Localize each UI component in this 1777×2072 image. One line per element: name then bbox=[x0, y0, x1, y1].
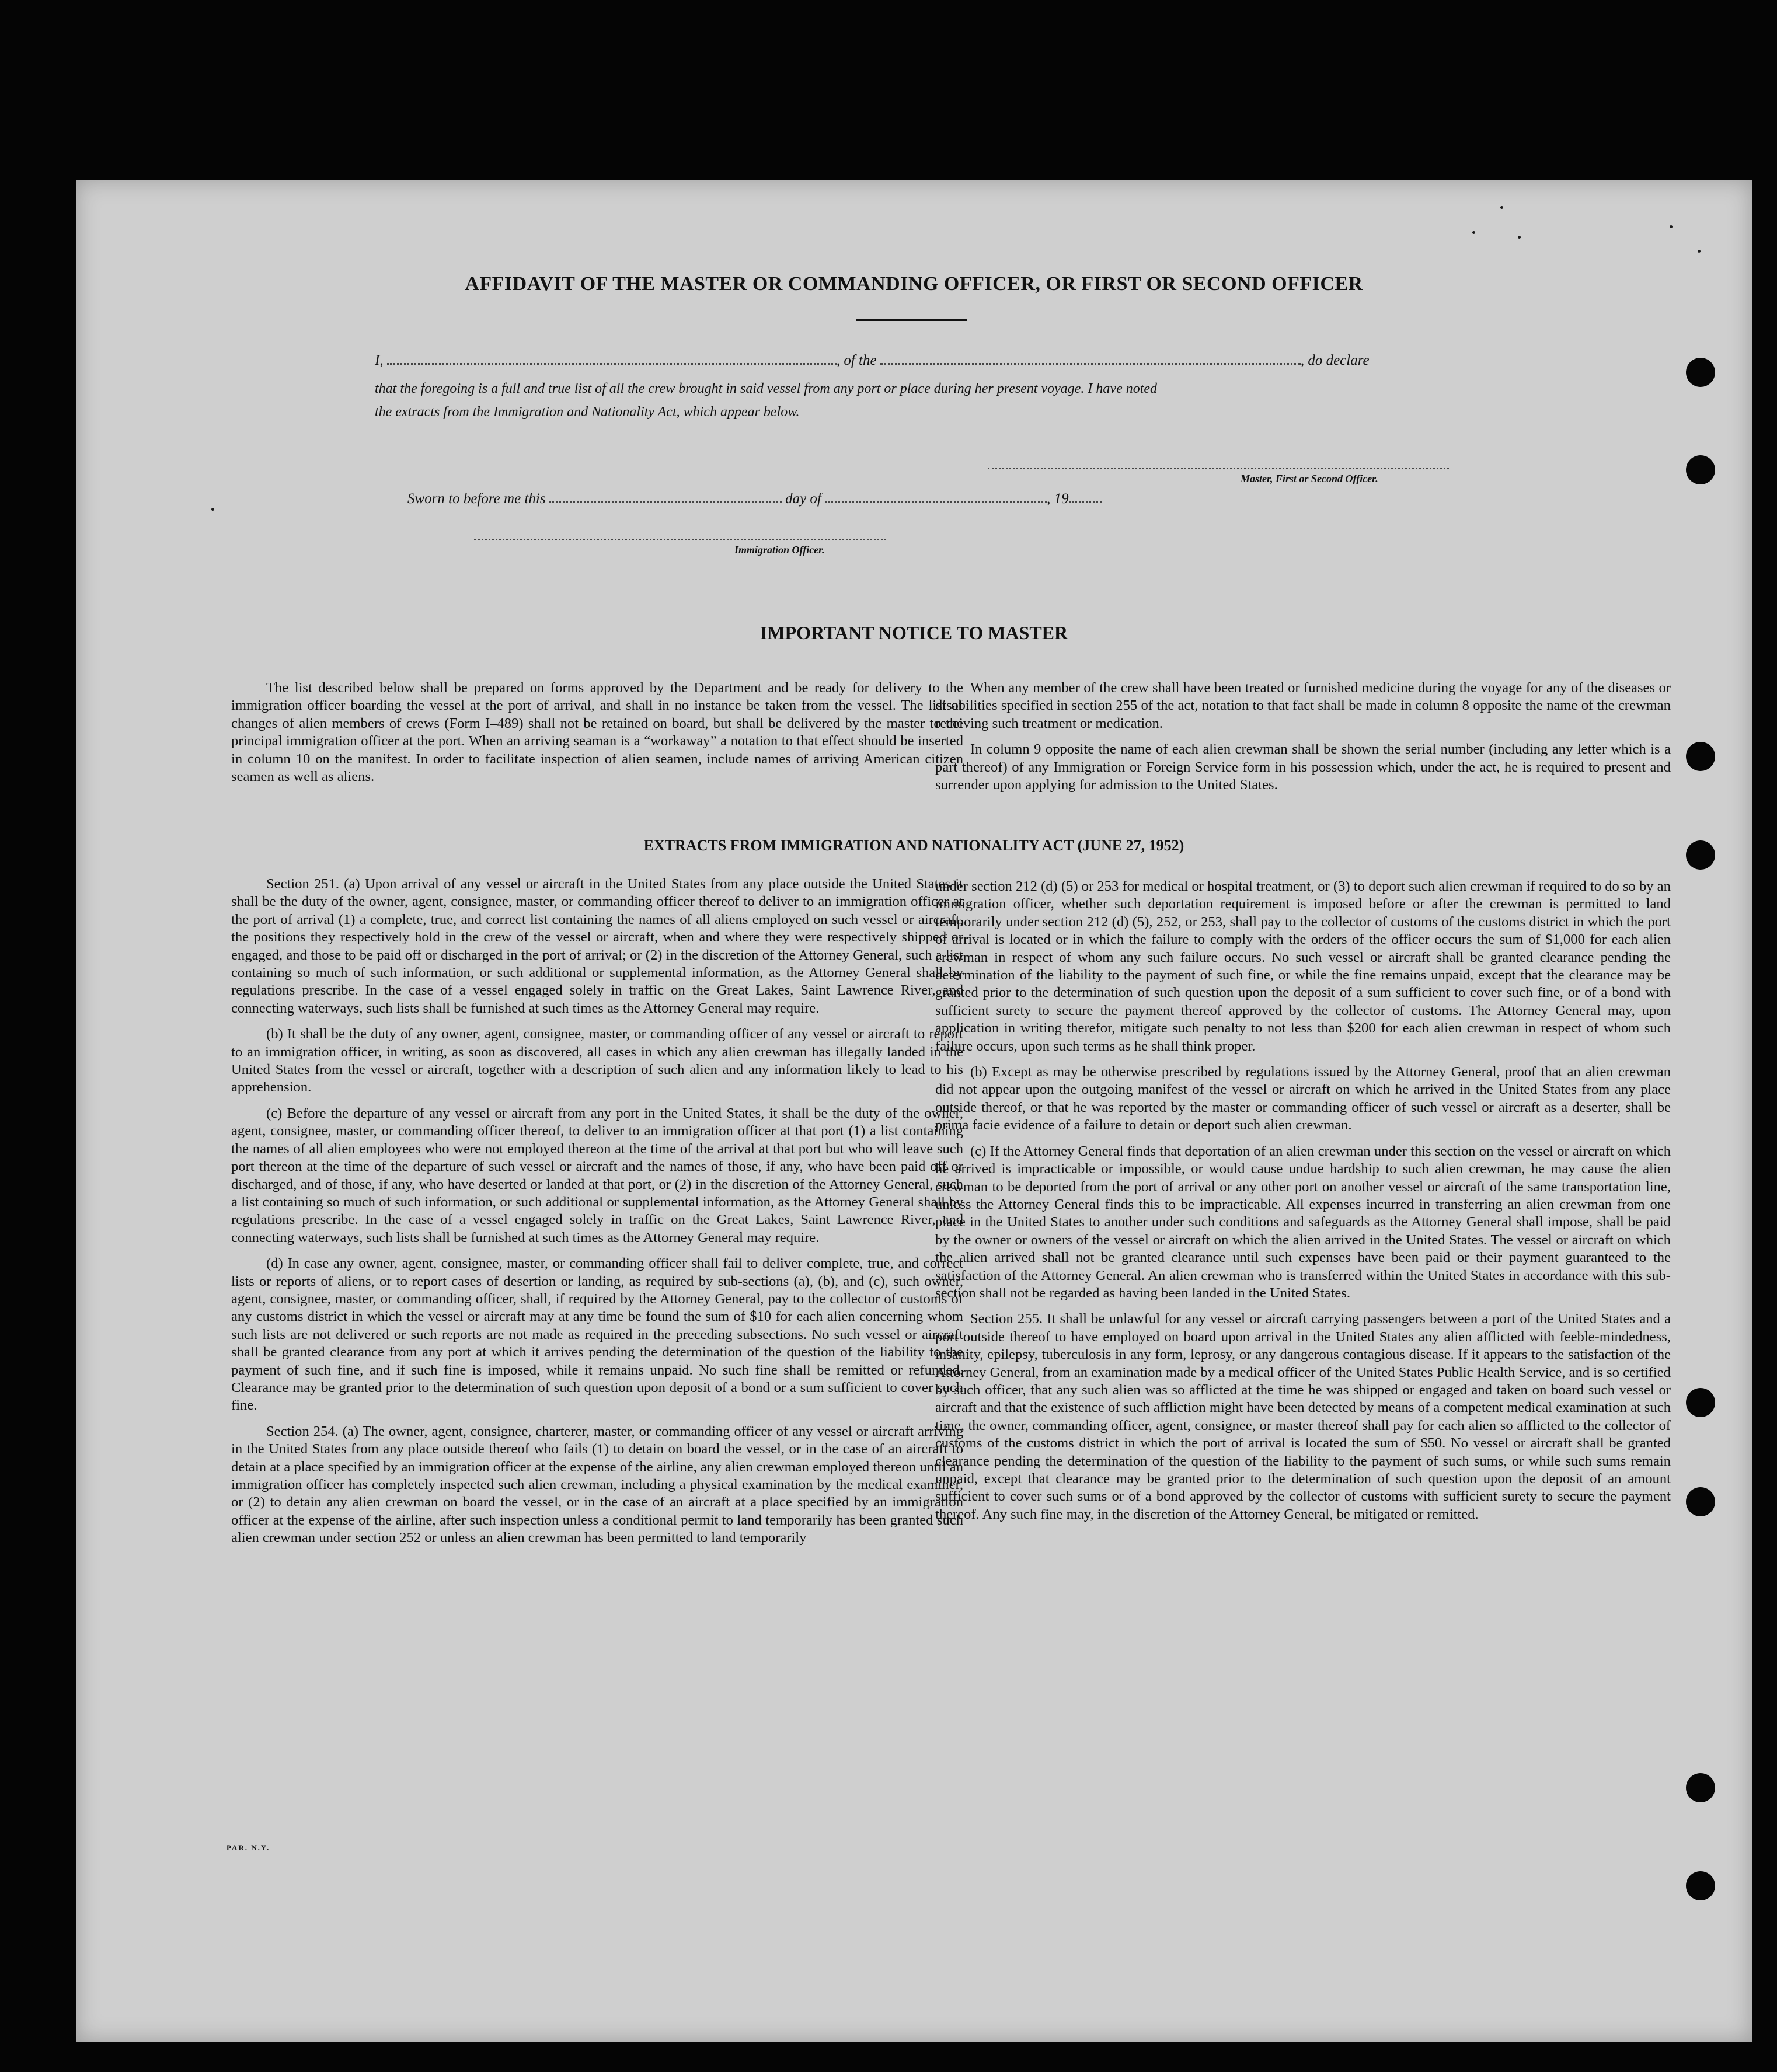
section-255: Section 255. It shall be unlawful for any vessel or aircraft carrying passengers between a port of the United States and a port outside thereof to have employed on board upon arrival in the United States any alien afflicted with feeble-mindedness, insanity, epilepsy, tuberculosis in any form, leprosy, or any dangerous contagious disease. If it appears to the satisfaction of the Attorney General, from an examination made by a medical officer of the United States Public Health Service, and is so certified by such officer, that any such alien was so afflicted at the time he was shipped or engaged and taken on board such vessel or aircraft and that the existence of such affliction might have been detected by means of a competent medical examination at such time, the owner, commanding officer, agent, consignee, or master thereof shall pay for each alien so afflicted to the collector of customs of the customs district in which the port of arrival is located the sum of $50. No vessel or aircraft shall be granted clearance pending the determination of the question of the liability to the payment of such sums, or while such sums remain unpaid, except that clearance may be granted prior to the determination of such question upon the deposit of an amount sufficient to cover such sums or of a bond approved by the collector of customs with sufficient surety to secure the payment thereof. Any such fine may, in the discretion of the Attorney General, be mitigated or remitted. bbox=[935, 1311, 1671, 1522]
affidavit-heading: AFFIDAVIT OF THE MASTER OR COMMANDING OFFICER, OR FIRST OR SECOND OFFICER bbox=[465, 273, 1363, 295]
speck bbox=[1472, 231, 1475, 234]
notice-paragraph: In column 9 opposite the name of each alien crewman shall be shown the serial number (including any letter which is a part thereof) of any Immigration or Foreign Service form in his possession which, under the act, he is required to present and surrender upon applying for admission to the United States. bbox=[935, 741, 1671, 793]
section-254-c: (c) If the Attorney General finds that deportation of an alien crewman under this section on the vessel or aircraft on which he arrived is impracticable or impossible, or would cause undue hardship to such alien crewman, he may cause the alien crewman to be deported from the port of arrival or any other port on another vessel or aircraft of the same transportation line, unless the Attorney General finds this to be impracticable. All expenses incurred in transferring an alien crewman from one place in the United States to another under such conditions and safeguards as the Attorney General shall impose, shall be paid by the owner or owners of the vessel or aircraft on which the alien arrived in the United States. The vessel or aircraft on which the alien arrived shall not be granted clearance until such expenses have been paid or their payment guaranteed to the satisfaction of the Attorney General. An alien crewman who is transferred within the United States in accordance with this sub-section shall not be regarded as having been landed in the United States. bbox=[935, 1143, 1671, 1301]
section-251-b: (b) It shall be the duty of any owner, agent, consignee, master, or commanding officer of any vessel or aircraft to report to an immigration officer, in writing, as soon as discovered, all cases in which any alien crewman has illegally landed in the United States from the vessel or aircraft, together with a description of such alien and any information likely to lead to his apprehension. bbox=[231, 1026, 963, 1096]
notice-paragraph: When any member of the crew shall have been treated or furnished medicine during the voyage for any of the diseases or disabilities specified in section 255 of the act, notation to that fact shall be made in column 8 opposite the name of the crewman receiving such treatment or medication. bbox=[935, 680, 1671, 731]
notice-left-column bbox=[231, 679, 963, 786]
extracts-left-column bbox=[231, 875, 963, 1547]
sworn-day-field[interactable] bbox=[549, 491, 782, 503]
i-label: I, bbox=[375, 353, 384, 368]
year-label: , 19 bbox=[1047, 491, 1069, 507]
do-declare-label: , do declare bbox=[1300, 353, 1370, 368]
printer-code: PAR. N.Y. bbox=[227, 1843, 270, 1852]
declaration-line-3: the extracts from the Immigration and Nationality Act, which appear below. bbox=[375, 404, 800, 420]
sworn-line bbox=[407, 491, 1558, 506]
notice-right-column bbox=[935, 679, 1671, 794]
immigration-officer-label: Immigration Officer. bbox=[734, 544, 825, 556]
punch-hole bbox=[1686, 1487, 1715, 1516]
speck bbox=[1698, 250, 1701, 253]
declaration-line-1 bbox=[375, 353, 1525, 368]
punch-hole bbox=[1686, 358, 1715, 387]
section-251-a: Section 251. (a) Upon arrival of any vessel or aircraft in the United States from any place outside the United States it shall be the duty of the owner, agent, consignee, master, or commanding officer thereof to deliver to an immigration officer at the port of arrival (1) a complete, true, and correct list containing the names of all aliens employed on such vessel or aircraft, the positions they respectively hold in the crew of the vessel or aircraft, when and where they were respectively shipped or engaged, and those to be paid off or discharged in the port of arrival; or (2) in the discretion of the Attorney General, such a list containing so much of such information, or such additional or supplemental information, as the Attorney General shall by regulations prescribe. In the case of a vessel engaged solely in traffic on the Great Lakes, Saint Lawrence River, and connecting waterways, such lists shall be furnished at such times as the Attorney General may require. bbox=[231, 876, 963, 1016]
immigration-officer-signature-line[interactable] bbox=[474, 539, 886, 540]
punch-hole bbox=[1686, 742, 1715, 771]
notice-paragraph: The list described below shall be prepared on forms approved by the Department and be ready for delivery to the immigration officer boarding the vessel at the port of arrival, and shall in no instance be taken from the vessel. The list of changes of alien members of crews (Form I–489) shall not be retained on board, but shall be delivered by the master to the principal immigration officer at the port. When an arriving seaman is a “workaway” a notation to that effect should be inserted in column 10 on the manifest. In order to facilitate inspection of alien seamen, include names of arriving American citizen seamen as well as aliens. bbox=[231, 680, 963, 785]
sworn-year-field[interactable] bbox=[1069, 491, 1102, 503]
punch-hole bbox=[1686, 1871, 1715, 1900]
name-field[interactable] bbox=[387, 353, 837, 365]
day-of-label: day of bbox=[785, 491, 821, 507]
section-254-a: Section 254. (a) The owner, agent, consignee, charterer, master, or commanding officer of any vessel or aircraft arriving in the United States from any place outside thereof who fails (1) to detain on board the vessel, or in the case of an aircraft to detain at a place specified by an immigration officer at the expense of the airline, any alien crewman employed thereon until an immigration officer has completely inspected such alien crewman, including a physical examination by the medical examiner, or (2) to detain any alien crewman on board the vessel, or in the case of an aircraft at a place specified by an immigration officer at the expense of the airline, after such inspection unless a conditional permit to land temporarily has been granted such alien crewman under section 252 or unless an alien crewman has been permitted to land temporarily bbox=[231, 1423, 963, 1546]
speck bbox=[211, 508, 214, 511]
punch-hole bbox=[1686, 1388, 1715, 1417]
master-signature-line[interactable] bbox=[988, 468, 1449, 469]
speck bbox=[1518, 236, 1521, 239]
section-254-b: (b) Except as may be otherwise prescribed by regulations issued by the Attorney General, proof that an alien crewman did not appear upon the outgoing manifest of the vessel or aircraft on which he arrived in the United States from any place outside thereof, or that he was reported by the master or commanding officer of such vessel or aircraft as a deserter, shall be prima facie evidence of a failure to detain or deport such alien crewman. bbox=[935, 1064, 1671, 1133]
master-label: Master, First or Second Officer. bbox=[1241, 473, 1378, 484]
section-251-d: (d) In case any owner, agent, consignee, master, or commanding officer shall fail to deliver complete, true, and correct lists or reports of aliens, or to report cases of desertion or landing, as required by sub-sections (a), (b), and (c), such owner, agent, consignee, master, or commanding officer, shall, if required by the Attorney General, pay to the collector of customs of any customs district in which the vessel or aircraft may at any time be found the sum of $10 for each alien concerning whom such lists are not delivered or such reports are not made as required in the preceding subsections. No such vessel or aircraft shall be granted clearance from any port at which it arrives pending the determination of the question of the liability to the payment of such fine, and if such fine is imposed, while it remains unpaid. No such fine shall be remitted or refunded. Clearance may be granted prior to the determination of such question upon deposit of a bond or a sum sufficient to cover such fine. bbox=[231, 1255, 963, 1414]
punch-hole bbox=[1686, 455, 1715, 484]
heading-rule bbox=[856, 319, 967, 321]
extracts-right-column bbox=[935, 878, 1671, 1523]
of-the-label: , of the bbox=[836, 353, 877, 368]
sworn-label: Sworn to before me this bbox=[407, 491, 546, 507]
extracts-title: EXTRACTS FROM IMMIGRATION AND NATIONALITY ACT (JUNE 27, 1952) bbox=[643, 837, 1184, 854]
speck bbox=[1670, 225, 1673, 228]
section-251-c: (c) Before the departure of any vessel or aircraft from any port in the United States, it shall be the duty of the owner, agent, consignee, master, or commanding officer thereof, to deliver to an immigration officer at that port (1) a list containing the names of all alien employees who were not employed thereon at the time of the arrival at that port but who will leave such port thereon at the time of the departure of such vessel or aircraft and the names of those, if any, who have been paid off or discharged, and of those, if any, who have deserted or landed at that port, or (2) in the discretion of the Attorney General, such a list containing so much of such information, or such additional or supplemental information, as the Attorney General shall by regulations prescribe. In the case of a vessel engaged solely in traffic on the Great Lakes, Saint Lawrence River, and connecting waterways, such lists shall be furnished at such times as the Attorney General may require. bbox=[231, 1105, 963, 1246]
section-254-a-continued: under section 212 (d) (5) or 253 for medical or hospital treatment, or (3) to deport such alien crewman if required to do so by an immigration officer, whether such deportation requirement is imposed before or after the crewman is permitted to land temporarily under section 212 (d) (5), 252, or 253, shall pay to the collector of customs of the customs district in which the port of arrival is located or in which the failure to comply with the orders of the officer occurs the sum of $1,000 for each alien crewman in respect of whom any such failure occurs. No such vessel or aircraft shall be granted clearance pending the determination of the liability to the payment of such fine, or while the fine remains unpaid, except that the clearance may be granted prior to the determination of such question upon the deposit of a sum sufficient to cover such fine, or of a bond with sufficient surety to secure the payment thereof approved by the collector of customs. The Attorney General may, upon application in writing therefor, mitigate such penalty to not less than $200 for each alien crewman in respect of whom such failure occurs, upon such terms as he shall think proper. bbox=[935, 878, 1671, 1054]
sworn-month-field[interactable] bbox=[825, 491, 1047, 503]
punch-hole bbox=[1686, 1773, 1715, 1802]
document-page bbox=[76, 180, 1752, 2042]
declaration-line-2: that the foregoing is a full and true list of all the crew brought in said vessel from any port or place during her present voyage. I have noted bbox=[375, 381, 1158, 396]
speck bbox=[1500, 206, 1503, 209]
notice-title: IMPORTANT NOTICE TO MASTER bbox=[759, 622, 1068, 643]
vessel-field[interactable] bbox=[880, 353, 1301, 365]
